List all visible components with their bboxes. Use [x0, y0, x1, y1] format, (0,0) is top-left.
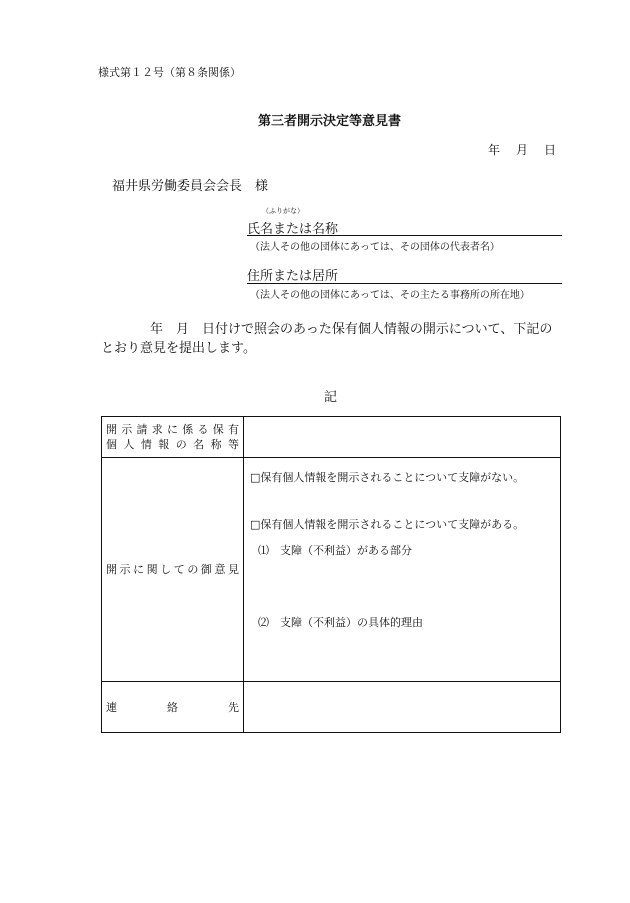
info-name-label-cell — [102, 417, 244, 458]
body-line-1: 年 月 日付けで照会のあった保有個人情報の開示について、下記の — [150, 322, 553, 337]
table-row-info-name — [102, 417, 561, 458]
info-name-label-line1: 開示請求に係る保有 — [106, 423, 239, 436]
opinion-label: 開示に関しての御意見 — [106, 563, 239, 576]
hindrance-reason-label: ⑵ 支障（不利益）の具体的理由 — [258, 616, 423, 629]
contact-value-cell[interactable] — [244, 682, 561, 733]
body-line-2: とおり意見を提出します。 — [101, 341, 256, 356]
date-line: 年 月 日 — [488, 143, 559, 157]
opinion-value-cell — [244, 458, 561, 682]
name-label: 氏名または名称 — [247, 222, 339, 237]
info-name-label-line2: 個人情報の名称等 — [106, 438, 239, 451]
ki-heading: 記 — [324, 390, 338, 405]
recipient: 福井県労働委員会会長 様 — [112, 179, 269, 194]
name-note: （法人その他の団体にあっては、その団体の代表者名） — [250, 242, 500, 253]
address-label: 住所または居所 — [247, 269, 339, 284]
hindrance-part-label: ⑴ 支障（不利益）がある部分 — [258, 544, 412, 557]
address-underline — [247, 283, 562, 284]
page-title: 第三者開示決定等意見書 — [258, 114, 402, 129]
contact-label-cell — [102, 682, 244, 733]
option-no-hindrance-checkbox[interactable]: □保有個人情報を開示されることについて支障がない。 — [250, 471, 525, 484]
table-row-opinion — [102, 458, 561, 682]
address-note: （法人その他の団体にあっては、その主たる事務所の所在地） — [250, 290, 530, 301]
form-number: 様式第１２号（第８条関係） — [98, 66, 241, 79]
contact-label: 連 絡 先 — [106, 700, 239, 714]
opinion-label-cell — [102, 458, 244, 682]
option-hindrance-checkbox[interactable]: □保有個人情報を開示されることについて支障がある。 — [250, 518, 525, 531]
name-underline — [247, 235, 562, 236]
opinion-table — [101, 416, 561, 733]
furigana-label: （ふりがな） — [262, 207, 304, 215]
table-row-contact — [102, 682, 561, 733]
info-name-value-cell[interactable] — [244, 417, 561, 458]
